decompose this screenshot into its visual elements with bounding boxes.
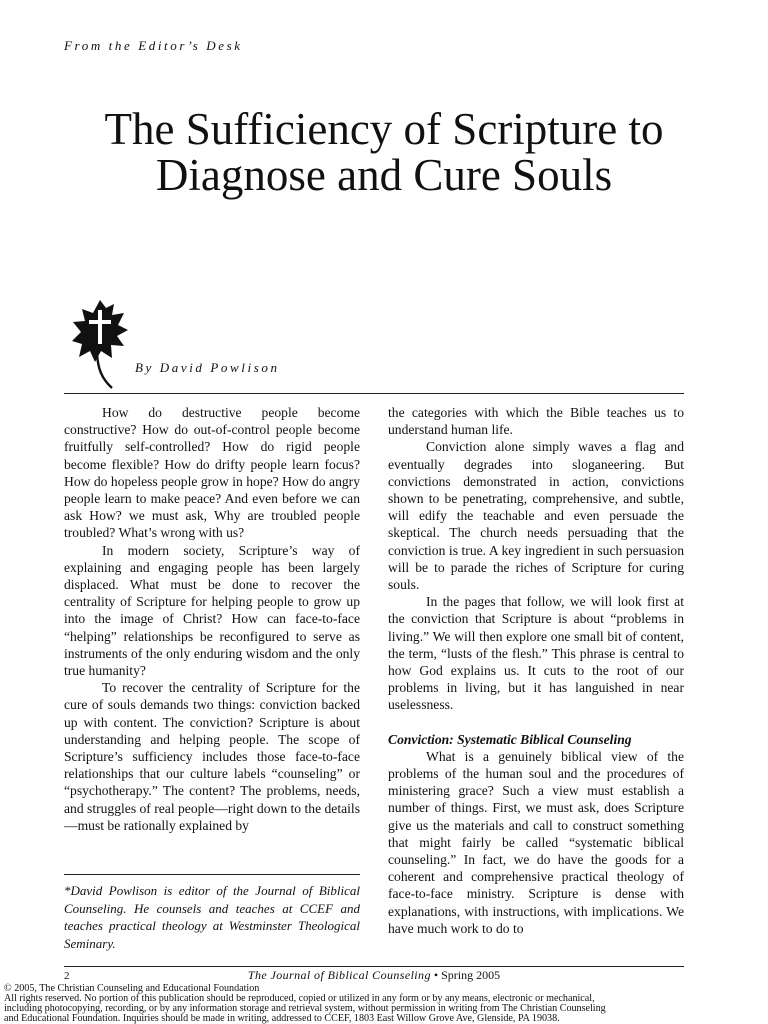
leaf-with-cross-icon bbox=[70, 298, 130, 390]
section-kicker: From the Editor’s Desk bbox=[64, 38, 243, 53]
paragraph: Conviction alone simply waves a flag and eventually degrades into sloganeering. But convictions demonstrated in action, convictions shown to be penetrating, comprehensive, and subtle, will edify the teachable and even persuade the skeptical. The church needs persuading that the conviction is true. A key ingredient in such persuasion will be to parade the riches of Scripture for curing souls. bbox=[388, 439, 684, 593]
journal-name: The Journal of Biblical Counseling bbox=[247, 968, 431, 982]
author-byline: By David Powlison bbox=[135, 360, 280, 375]
issue-label: Spring 2005 bbox=[441, 968, 501, 982]
running-footer bbox=[64, 968, 684, 983]
right-column bbox=[388, 404, 684, 937]
paragraph: What is a genuinely biblical view of the problems of the human soul and the procedures of ministering grace? Such a view must establish a number of things. First, we must ask, does Scripture give us the materials and call to construct something that might fairly be called “systematic biblical counseling.” In fact, we do have the goods for a coherent and comprehensive practical theology of face-to-face ministry. Scripture is dense with explanations, with instructions, with implications. We have much work to do to bbox=[388, 748, 684, 936]
paragraph-continuation: the categories with which the Bible teaches us to understand human life. bbox=[388, 405, 684, 438]
author-footnote: *David Powlison is editor of the Journal of Biblical Counseling. He counsels and teaches at CCEF and teaches practical theology at Westminster Theological Seminary. bbox=[64, 883, 360, 951]
header-divider bbox=[64, 393, 684, 394]
footnote-divider bbox=[64, 874, 360, 875]
section-heading: Conviction: Systematic Biblical Counseling bbox=[388, 731, 632, 747]
separator-bullet: • bbox=[433, 968, 439, 982]
page-number: 2 bbox=[64, 970, 70, 982]
paragraph: To recover the centrality of Scripture for the cure of souls demands two things: conviction backed up with content. The conviction? Scripture is about understanding and helping people. The scope of Scripture’s sufficiency includes those face-to-face relationships that our culture labels “counseling” or “psychotherapy.” The content? The problems, needs, and struggles of real people—right down to the details—must be rationally explained by bbox=[64, 680, 360, 833]
footer-divider bbox=[64, 966, 684, 967]
paragraph: How do destructive people become constructive? How do out-of-control people become fruitfully self-controlled? How do rigid people become flexible? How do drifty people learn focus? How do hopeless people grow in hope? How do angry people learn to make peace? And even before we can ask How? we must ask, Why are troubled people troubled? What’s wrong with us? bbox=[64, 405, 360, 541]
paragraph: In the pages that follow, we will look first at the conviction that Scripture is about “problems in living.” We will then explore one small bit of content, the term, “lusts of the flesh.” This phrase is central to how God explains us. It cuts to the root of our problems in living, but it has languished in near uselessness. bbox=[388, 594, 684, 713]
copyright-notice: © 2005, The Christian Counseling and Educational Foundation All rights reserved. No portion of this publication should be reproduced, copied or utilized in any form or by any means, electronic or mechanical, including photocopying, recording, or by any information storage and retrieval system, without permission in writing from The Christian Counseling and Educational Foundation. Inquiries should be made in writing, addressed to CCEF, 1803 East Willow Grove Ave, Glenside, PA 19038. bbox=[4, 983, 606, 1024]
left-column bbox=[64, 404, 360, 834]
article-title: The Sufficiency of Scripture to Diagnose and Cure Souls bbox=[104, 104, 664, 200]
paragraph: In modern society, Scripture’s way of explaining and engaging people has been largely displaced. What must be done to recover the centrality of Scripture for helping people to grow up into the image of Christ? How can face-to-face “helping” relationships be reconfigured to serve as instruments of the only enduring wisdom and the only true humanity? bbox=[64, 542, 360, 679]
